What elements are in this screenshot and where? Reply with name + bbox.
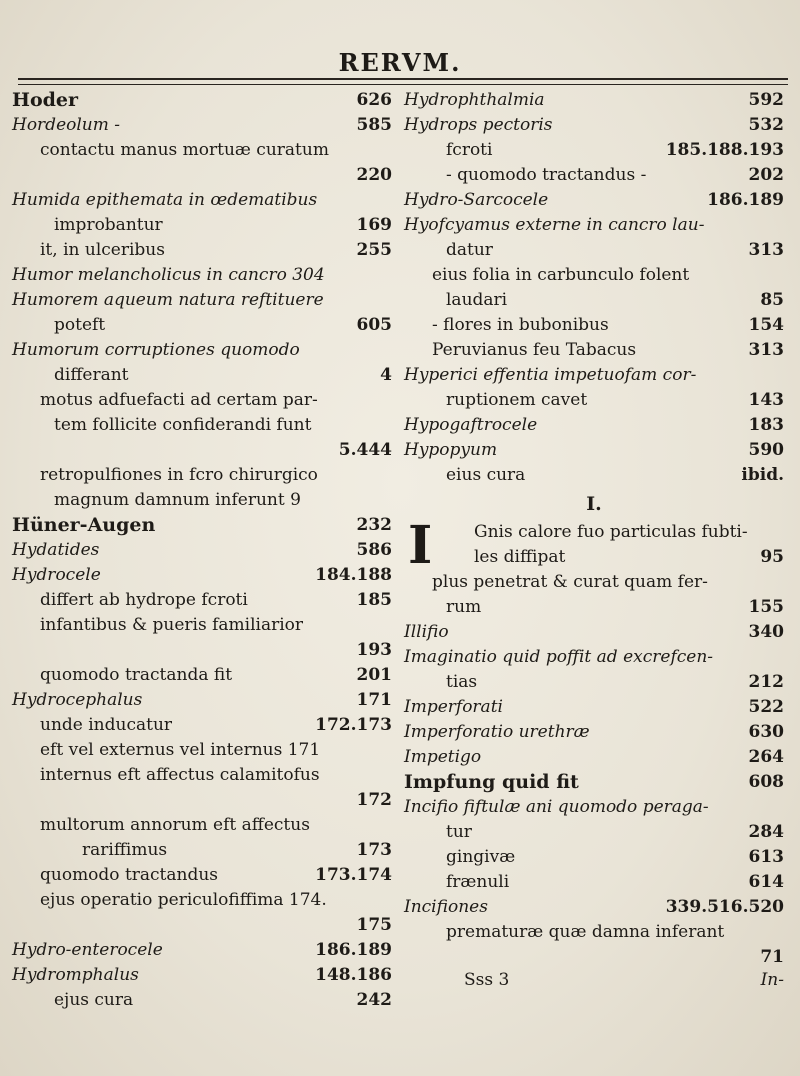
entry-term: Hydro-Sarcocele bbox=[404, 190, 549, 210]
index-entry bbox=[404, 945, 784, 970]
entry-term: retropulfiones in fcro chirurgico bbox=[40, 465, 318, 485]
index-entry bbox=[12, 838, 392, 863]
entry-page-ref: 173 bbox=[356, 840, 392, 860]
index-entry bbox=[12, 913, 392, 938]
entry-term: Incifiones bbox=[404, 897, 488, 917]
entry-page-ref: 626 bbox=[356, 90, 392, 110]
entry-term: - flores in bubonibus bbox=[432, 315, 609, 335]
index-entry bbox=[12, 813, 392, 838]
index-entry bbox=[12, 288, 392, 313]
entry-term: Humorum corruptiones quomodo bbox=[12, 340, 300, 360]
index-entry bbox=[404, 695, 784, 720]
entry-term: frænuli bbox=[446, 872, 510, 892]
entry-term: Hypogaftrocele bbox=[404, 415, 538, 435]
entry-term: ruptionem cavet bbox=[446, 390, 588, 410]
index-entry bbox=[404, 795, 784, 820]
index-entry bbox=[404, 463, 784, 488]
entry-term: internus eft affectus calamitofus bbox=[40, 765, 320, 785]
index-entry bbox=[404, 338, 784, 363]
index-entry bbox=[404, 620, 784, 645]
entry-page-ref: 155 bbox=[748, 597, 784, 617]
entry-term: Hüner-Augen bbox=[12, 514, 156, 536]
index-entry bbox=[12, 488, 392, 513]
entry-term: Hyofcyamus externe in cancro lau- bbox=[404, 215, 705, 235]
index-entry bbox=[12, 663, 392, 688]
entry-term: multorum annorum eft affectus bbox=[40, 815, 310, 835]
index-entry bbox=[12, 138, 392, 163]
entry-term: eius cura bbox=[446, 465, 526, 485]
entry-term: laudari bbox=[446, 290, 508, 310]
entry-page-ref: 201 bbox=[356, 665, 392, 685]
index-entry bbox=[12, 638, 392, 663]
entry-page-ref: 183 bbox=[748, 415, 784, 435]
entry-page-ref: 585 bbox=[356, 115, 392, 135]
entry-term: eft vel externus vel internus 171 bbox=[40, 740, 321, 760]
entry-term: poteft bbox=[54, 315, 106, 335]
index-entry bbox=[12, 363, 392, 388]
entry-term: rariffimus bbox=[82, 840, 168, 860]
entry-page-ref: 5.444 bbox=[338, 440, 392, 460]
entry-term: ejus operatio periculofiffima 174. bbox=[40, 890, 327, 910]
entry-term: ejus cura bbox=[54, 990, 134, 1010]
header-rule bbox=[18, 78, 788, 85]
entry-term: quomodo tractanda fit bbox=[40, 665, 233, 685]
index-entry bbox=[404, 920, 784, 945]
entry-page-ref: 172 bbox=[356, 790, 392, 810]
index-entry bbox=[404, 188, 784, 213]
index-entry bbox=[12, 538, 392, 563]
entry-term: rum bbox=[446, 597, 482, 617]
index-entry bbox=[404, 438, 784, 463]
entry-term: unde inducatur bbox=[40, 715, 173, 735]
index-entry bbox=[12, 163, 392, 188]
index-entry bbox=[404, 870, 784, 895]
entry-term: magnum damnum inferunt 9 bbox=[54, 490, 301, 510]
index-entry bbox=[12, 413, 392, 438]
index-entry bbox=[404, 313, 784, 338]
index-entry bbox=[12, 463, 392, 488]
entry-term: quomodo tractandus bbox=[40, 865, 219, 885]
entry-term: Impfung quid fit bbox=[404, 771, 579, 793]
index-entry bbox=[12, 588, 392, 613]
entry-page-ref: 202 bbox=[748, 165, 784, 185]
index-entry bbox=[404, 238, 784, 263]
entry-term: Gnis calore fuo particulas fubti- bbox=[474, 522, 748, 542]
entry-term: Peruvianus feu Tabacus bbox=[432, 340, 637, 360]
entry-term: gingivæ bbox=[446, 847, 516, 867]
entry-term: Hoder bbox=[12, 89, 79, 111]
signature-mark: Sss 3 bbox=[464, 970, 510, 990]
index-entry bbox=[404, 570, 784, 595]
index-entry bbox=[12, 188, 392, 213]
index-entry bbox=[404, 363, 784, 388]
index-entry bbox=[404, 670, 784, 695]
entry-term: tias bbox=[446, 672, 478, 692]
index-entry bbox=[12, 563, 392, 588]
index-entry bbox=[404, 113, 784, 138]
index-entry bbox=[404, 820, 784, 845]
entry-page-ref: 339.516.520 bbox=[665, 897, 784, 917]
index-entry bbox=[12, 388, 392, 413]
index-entry bbox=[12, 113, 392, 138]
index-entry bbox=[404, 163, 784, 188]
entry-term: Humor melancholicus in cancro 304 bbox=[12, 265, 325, 285]
entry-page-ref: 185 bbox=[356, 590, 392, 610]
index-entry bbox=[12, 513, 392, 538]
entry-term: prematuræ quæ damna inferant bbox=[446, 922, 725, 942]
entry-page-ref: 605 bbox=[356, 315, 392, 335]
entry-term: Hydrops pectoris bbox=[404, 115, 553, 135]
page-footer bbox=[404, 970, 784, 998]
entry-page-ref: 608 bbox=[748, 772, 784, 792]
index-entry bbox=[12, 438, 392, 463]
left-column bbox=[12, 88, 392, 1013]
entry-page-ref: 169 bbox=[356, 215, 392, 235]
catchword: In- bbox=[760, 970, 784, 990]
entry-term: plus penetrat & curat quam fer- bbox=[432, 572, 708, 592]
entry-page-ref: 186.189 bbox=[315, 940, 392, 960]
entry-page-ref: 630 bbox=[748, 722, 784, 742]
entry-page-ref: 193 bbox=[356, 640, 392, 660]
entry-term: Hypopyum bbox=[404, 440, 498, 460]
entry-term: Hydatides bbox=[12, 540, 100, 560]
right-entries-h bbox=[404, 88, 784, 488]
entry-page-ref: 95 bbox=[760, 547, 784, 567]
entry-term: differant bbox=[54, 365, 129, 385]
entry-term: Hordeolum - bbox=[12, 115, 121, 135]
index-entry bbox=[12, 88, 392, 113]
entry-term: Illifio bbox=[404, 622, 449, 642]
entry-page-ref: 613 bbox=[748, 847, 784, 867]
entry-page-ref: 614 bbox=[748, 872, 784, 892]
entry-page-ref: 148.186 bbox=[315, 965, 392, 985]
entry-page-ref: 264 bbox=[748, 747, 784, 767]
index-entry bbox=[404, 845, 784, 870]
entry-term: contactu manus mortuæ curatum bbox=[40, 140, 329, 160]
entry-term: Imperforatio urethræ bbox=[404, 722, 590, 742]
entry-term: eius folia in carbunculo folent bbox=[432, 265, 690, 285]
index-entry bbox=[404, 213, 784, 238]
index-entry bbox=[404, 413, 784, 438]
entry-term: it, in ulceribus bbox=[40, 240, 165, 260]
index-entry bbox=[404, 388, 784, 413]
index-entry bbox=[12, 688, 392, 713]
index-entry bbox=[404, 88, 784, 113]
entry-page-ref: 143 bbox=[748, 390, 784, 410]
entry-term: fcroti bbox=[446, 140, 493, 160]
index-entry bbox=[12, 788, 392, 813]
entry-page-ref: ibid. bbox=[741, 465, 784, 485]
entry-page-ref: 284 bbox=[748, 822, 784, 842]
entry-page-ref: 313 bbox=[748, 340, 784, 360]
entry-page-ref: 173.174 bbox=[315, 865, 392, 885]
entry-term: Impetigo bbox=[404, 747, 482, 767]
index-entry bbox=[12, 613, 392, 638]
entry-term: Imaginatio quid poffit ad excrefcen- bbox=[404, 647, 714, 667]
entry-term: Hyperici effentia impetuofam cor- bbox=[404, 365, 697, 385]
entry-page-ref: 185.188.193 bbox=[665, 140, 784, 160]
entry-term: Hydro-enterocele bbox=[12, 940, 163, 960]
entry-page-ref: 171 bbox=[356, 690, 392, 710]
entry-term: les diffipat bbox=[474, 547, 566, 567]
entry-term: tur bbox=[446, 822, 472, 842]
index-entry bbox=[12, 888, 392, 913]
entry-page-ref: 154 bbox=[748, 315, 784, 335]
entry-term: datur bbox=[446, 240, 493, 260]
entry-term: tem follicite confiderandi funt bbox=[54, 415, 312, 435]
entry-page-ref: 175 bbox=[356, 915, 392, 935]
index-entry bbox=[404, 595, 784, 620]
entry-page-ref: 184.188 bbox=[315, 565, 392, 585]
entry-page-ref: 313 bbox=[748, 240, 784, 260]
index-entry bbox=[12, 738, 392, 763]
entry-term: Humida epithemata in œdematibus bbox=[12, 190, 318, 210]
index-entry bbox=[404, 770, 784, 795]
entry-term: improbantur bbox=[54, 215, 163, 235]
entry-page-ref: 220 bbox=[356, 165, 392, 185]
entry-term: Incifio fiftulæ ani quomodo peraga- bbox=[404, 797, 709, 817]
index-entry bbox=[12, 338, 392, 363]
index-entry bbox=[12, 938, 392, 963]
index-entry bbox=[12, 763, 392, 788]
index-entry bbox=[404, 895, 784, 920]
index-entry bbox=[12, 863, 392, 888]
entry-page-ref: 212 bbox=[748, 672, 784, 692]
index-entry bbox=[404, 520, 784, 545]
entry-term: Hydromphalus bbox=[12, 965, 139, 985]
drop-cap: I bbox=[408, 515, 433, 576]
index-entry bbox=[404, 745, 784, 770]
index-entry bbox=[12, 963, 392, 988]
entry-page-ref: 71 bbox=[760, 947, 784, 967]
entry-page-ref: 340 bbox=[748, 622, 784, 642]
entry-term: motus adfuefacti ad certam par- bbox=[40, 390, 318, 410]
index-entry bbox=[12, 213, 392, 238]
entry-term: Humorem aqueum natura reftituere bbox=[12, 290, 324, 310]
entry-term: Hydrophthalmia bbox=[404, 90, 545, 110]
entry-page-ref: 186.189 bbox=[707, 190, 784, 210]
entry-page-ref: 590 bbox=[748, 440, 784, 460]
running-head: RERVM. bbox=[338, 48, 462, 77]
entry-term: infantibus & pueris familiarior bbox=[40, 615, 304, 635]
right-entries-i bbox=[404, 515, 784, 970]
entry-page-ref: 232 bbox=[356, 515, 392, 535]
entry-page-ref: 172.173 bbox=[315, 715, 392, 735]
index-entry bbox=[404, 720, 784, 745]
entry-page-ref: 522 bbox=[748, 697, 784, 717]
index-entry bbox=[12, 313, 392, 338]
entry-term: Hydrocephalus bbox=[12, 690, 143, 710]
entry-page-ref: 255 bbox=[356, 240, 392, 260]
right-column bbox=[404, 88, 784, 998]
index-entry bbox=[404, 645, 784, 670]
index-entry bbox=[404, 545, 784, 570]
entry-page-ref: 4 bbox=[380, 365, 392, 385]
entry-page-ref: 242 bbox=[356, 990, 392, 1010]
index-entry bbox=[12, 263, 392, 288]
entry-page-ref: 85 bbox=[760, 290, 784, 310]
index-entry bbox=[404, 263, 784, 288]
entry-page-ref: 592 bbox=[748, 90, 784, 110]
entry-page-ref: 532 bbox=[748, 115, 784, 135]
index-entry bbox=[12, 713, 392, 738]
index-entry bbox=[12, 988, 392, 1013]
entry-term: Hydrocele bbox=[12, 565, 101, 585]
index-entry bbox=[12, 238, 392, 263]
index-entry bbox=[404, 288, 784, 313]
entry-term: Imperforati bbox=[404, 697, 503, 717]
entry-term: - quomodo tractandus - bbox=[446, 165, 647, 185]
entry-page-ref: 586 bbox=[356, 540, 392, 560]
section-letter: I. bbox=[586, 493, 602, 515]
entry-term: differt ab hydrope fcroti bbox=[40, 590, 248, 610]
index-entry bbox=[404, 138, 784, 163]
